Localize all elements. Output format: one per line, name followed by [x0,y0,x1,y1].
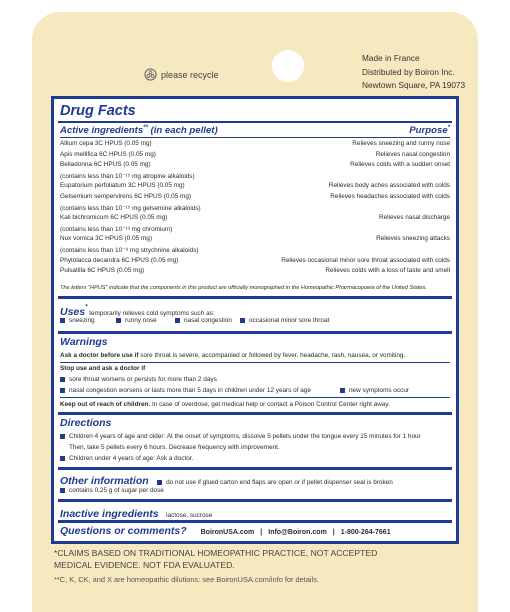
other-info-line: Other information do not use if glued carton end flaps are open or if pellet dispenser seal is broken [60,475,393,487]
ingredient-row [60,267,450,276]
uses-section [58,296,452,299]
use-item: runny nose [116,317,157,324]
uses-line: Uses* temporarily relieves cold symptoms such as: [60,304,215,318]
ingredient-purpose: Relieves headaches associated with colds [330,193,450,200]
ingredient-row [60,246,450,255]
hang-hole [272,50,304,82]
ingredient-row [60,140,450,149]
warnings-rule [60,397,450,398]
stop-item: nasal congestion worsens or lasts more than 5 days in children under 12 years of age [60,387,311,394]
ingredient-row [60,182,450,191]
inactive-line: Inactive ingredients lactose, sucrose [60,508,213,520]
ingredient-name: Apis mellifica 6C HPUS (0.05 mg) [60,150,156,158]
stop-item: new symptoms occur [340,387,409,394]
drug-facts-panel [51,96,459,544]
hpus-note: The letters "HPUS" indicate that the components in this product are officially monographed in the Homeopathic Pharmacopoeia of the United States. [60,285,427,291]
claims-line: MEDICAL EVIDENCE. NOT FDA EVALUATED. [54,559,235,570]
ingredient-purpose: Relieves body aches associated with colds [328,182,450,190]
ingredient-purpose: Relieves sneezing attacks [376,235,450,243]
ingredient-row [60,161,450,170]
ingredient-purpose: Relieves sneezing and runny nose [352,140,450,147]
questions-line: Questions or comments? BoironUSA.com | Info@Boiron.com | 1-800-264-7661 [60,525,391,537]
stop-use-line: Stop use and ask a doctor if [60,365,146,372]
claims-disclaimer [54,548,454,571]
direction-item: Children 4 years of age and older: At the onset of symptoms, dissolve 5 pellets under the tongue every 15 minutes for 1 hour [60,433,421,440]
phone-number: 1-800-264-7661 [340,529,391,536]
ingredient-name: Nux vomica 3C HPUS (0.05 mg) [60,235,152,243]
ask-doctor-line: Ask a doctor before use if sore throat is severe, accompanied or followed by fever, headache, rash, nausea, or vomiting. [60,352,406,359]
ingredient-purpose: Relieves colds with a loss of taste and smell [325,267,450,275]
stop-item: sore throat worsens or persists for more than 2 days [60,376,217,383]
ingredient-row [60,257,450,266]
ingredient-name: Phytolacca decandra 6C HPUS (0.05 mg) [60,256,179,264]
other-info-section [58,467,452,470]
warnings-section [58,331,452,334]
ingredient-row [60,151,450,160]
dilutions-note: **C, K, CK, and X are homeopathic dilutions: see BoironUSA.com/info for details. [54,575,319,584]
manufacturer-info [362,52,465,93]
distributor: Distributed by Boiron Inc. [362,66,455,77]
direction-item: Children under 4 years of age: Ask a doctor. [60,455,193,462]
drug-facts-title: Drug Facts [60,103,136,119]
use-item: sneezing [60,317,95,324]
ingredient-row [60,214,450,223]
recycle-note [144,68,219,81]
directions-heading: Directions [60,417,112,429]
ingredient-row [60,235,450,244]
ingredient-name: Allium cepa 3C HPUS (0.05 mg) [60,140,152,147]
ingredient-row [60,193,450,202]
ingredient-name: (contains less than 10⁻¹⁵ mg atropine alkaloids) [60,172,195,180]
use-item: nasal congestion [175,317,232,324]
keep-out-line: Keep out of reach of children. In case of overdose, get medical help or contact a Poison Control Center right away. [60,401,390,408]
recycle-icon [144,68,157,81]
ingredient-name: Kali bichromicum 6C HPUS (0.05 mg) [60,214,168,222]
ingredient-row [60,172,450,181]
ingredient-name: Eupatorium perfoliatum 3C HPUS (0.05 mg) [60,182,185,190]
questions-section [58,520,452,523]
warnings-heading: Warnings [60,336,108,348]
directions-section [58,412,452,415]
ingredient-name: Pulsatilla 6C HPUS (0.05 mg) [60,267,145,275]
inactive-section [58,499,452,502]
ingredient-name: (contains less than 10⁻⁸ mg strychnine alkaloids) [60,247,199,254]
use-item: occasional minor sore throat [240,317,329,324]
claims-line: *CLAIMS BASED ON TRADITIONAL HOMEOPATHIC PRACTICE, NOT ACCEPTED [54,548,378,558]
active-ingredients-heading: Active ingredients** (in each pellet) [60,125,218,137]
ingredient-purpose: Relieves nasal discharge [378,214,450,222]
recycle-text: please recycle [161,69,219,80]
ingredients-rule [60,137,450,138]
other-item: contains 0.25 g of sugar per dose [60,487,164,494]
email-link[interactable]: Info@Boiron.com [268,529,327,536]
ingredient-name: Gelsemium sempervirens 6C HPUS (0.05 mg) [60,193,192,200]
ingredient-purpose: Relieves occasional minor sore throat associated with colds [281,256,450,264]
active-ingredients-section [58,121,452,123]
ingredient-name: Belladonna 6C HPUS (0.05 mg) [60,161,151,169]
address: Newtown Square, PA 19073 [362,80,466,90]
made-in: Made in France [362,53,420,63]
ingredient-row [60,204,450,213]
ingredient-purpose: Relieves nasal congestion [375,150,450,158]
ingredient-row [60,225,450,234]
ingredient-name: (contains less than 10⁻¹³ mg chromium) [60,225,173,233]
warnings-rule [60,362,450,363]
ingredient-purpose: Relieves colds with a sudden onset [350,161,450,169]
ingredient-name: (contains less than 10⁻¹⁵ mg gelsemine alkaloids) [60,204,201,212]
direction-item-cont: Then, take 5 pellets every 6 hours. Decrease frequency with improvement. [69,444,280,451]
website-link[interactable]: BoironUSA.com [200,529,255,536]
purpose-heading: Purpose* [409,125,450,137]
